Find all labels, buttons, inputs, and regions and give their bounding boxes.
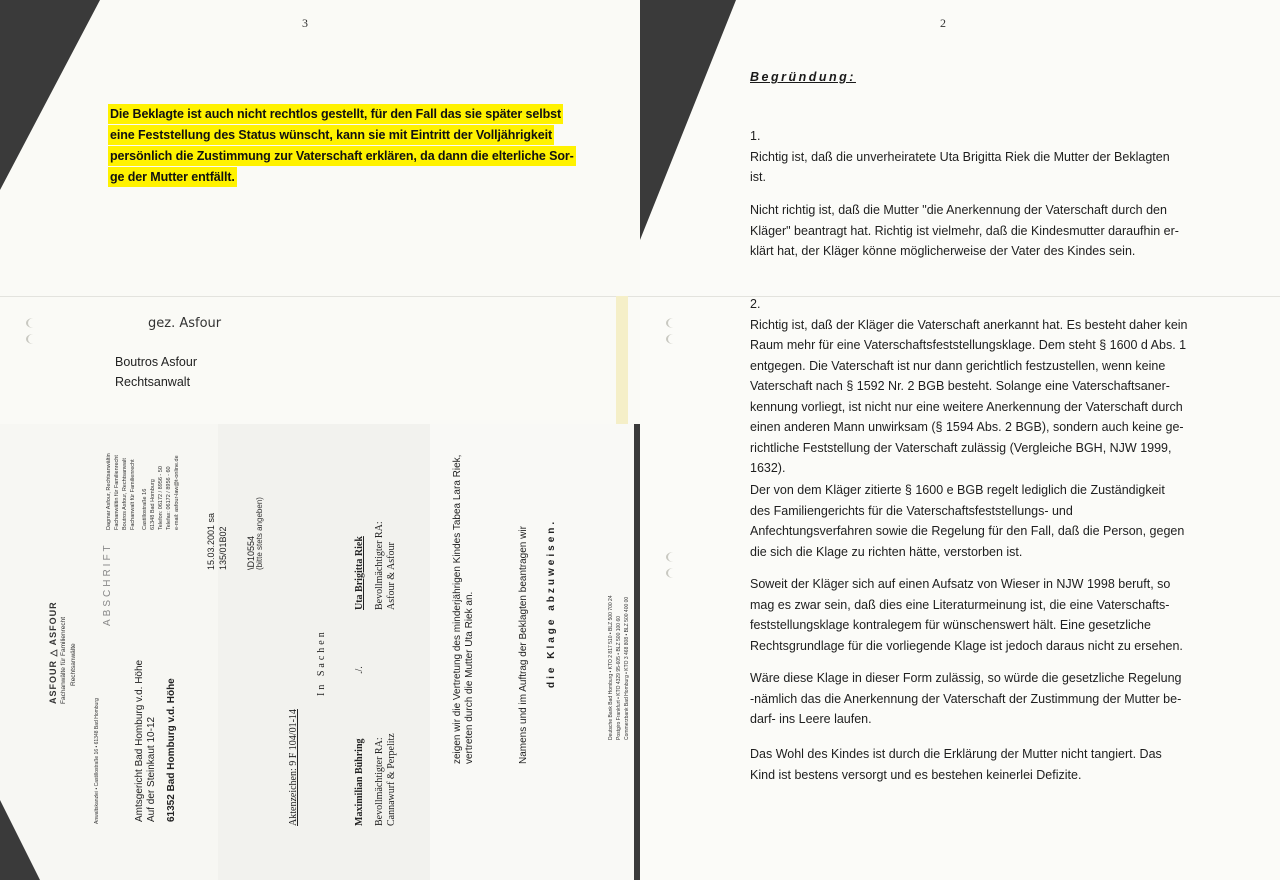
text-line: Nicht richtig ist, daß die Mutter "die Anerkennung der Vaterschaft durch den bbox=[750, 203, 1167, 217]
recipient-line: Auf der Steinkaut 10-12 bbox=[146, 716, 157, 822]
defendant-counsel: Bevollmächtigter RA: bbox=[374, 521, 385, 610]
text-line: Das Wohl des Kindes ist durch die Erklärung der Mutter nicht tangiert. Das bbox=[750, 747, 1162, 761]
text-line: des Familiengerichts für die Vaterschaftsfeststellungs- und bbox=[750, 503, 1073, 518]
page-number: 2 bbox=[940, 16, 946, 30]
firm-contact-line: 61348 Bad Homburg bbox=[150, 479, 156, 530]
client-reference: \D10554 bbox=[246, 535, 256, 570]
text-line: Richtig ist, daß der Kläger die Vaterschaft anerkannt hat. Es besteht daher kein bbox=[750, 317, 1188, 332]
letter-date: 15.03.2001 sa bbox=[206, 512, 216, 570]
text-line: mag es zwar sein, daß dies eine Literaturmeinung ist, die eine Vaterschafts- bbox=[750, 597, 1170, 612]
text-line: darf- ins Leere laufen. bbox=[750, 712, 872, 726]
signer-title: Rechtsanwalt bbox=[115, 375, 191, 389]
highlighted-paragraph bbox=[108, 104, 578, 188]
text-line: 2. bbox=[750, 297, 761, 311]
text-line: die sich die Klage zu richten hätte, verstorben ist. bbox=[750, 544, 1023, 559]
letter-body-line: zeigen wir die Vertretung des minderjährigen Kindes Tabea Lara Riek, bbox=[452, 454, 463, 764]
firm-contact-line: Fachanwalt für Familienrecht bbox=[130, 459, 136, 530]
underlying-yellow-sheet bbox=[616, 296, 628, 424]
letter-reference: 135/01B02 bbox=[218, 526, 228, 570]
plaintiff-name: Maximilian Bühring bbox=[354, 738, 365, 826]
text-line: Wäre diese Klage in dieser Form zulässig, so würde die gesetzliche Regelung bbox=[750, 671, 1182, 685]
case-number: Aktenzeichen: 9 F 104/01-14 bbox=[288, 709, 299, 826]
folded-corner bbox=[0, 800, 40, 880]
bank-line: Postgiro Frankfurt • KTO 4329 95-605 • BLZ 500 100 60 bbox=[616, 615, 622, 740]
letter-body-line: Namens und im Auftrag der Beklagten beantragen wir bbox=[518, 526, 529, 764]
text-line: Kläger" beantragt hat. Richtig ist vielmehr, daß die Kindesmutter daraufhin er- bbox=[750, 223, 1179, 238]
text-line: einen anderen Mann unwirksam (§ 1594 Abs. 2 BGB), sondern auch keine ge- bbox=[750, 420, 1184, 434]
text-line: ist. bbox=[750, 170, 766, 184]
text-line: kennung vorliegt, ist nicht nur eine weitere Anerkennung der Vaterschaft durch bbox=[750, 399, 1183, 414]
recipient-line: Amtsgericht Bad Homburg v.d. Höhe bbox=[134, 659, 145, 822]
text-line: 1632). bbox=[750, 461, 786, 475]
highlight-line: ge der Mutter entfällt. bbox=[108, 167, 237, 187]
text-line: Soweit der Kläger sich auf einen Aufsatz von Wieser in NJW 1998 beruft, so bbox=[750, 577, 1171, 591]
signer-name: Boutros Asfour bbox=[115, 355, 197, 369]
section-heading: Begründung: bbox=[750, 70, 856, 84]
versus-mark: ./. bbox=[354, 666, 365, 674]
punch-hole-icon bbox=[666, 552, 680, 562]
signature: gez. Asfour bbox=[148, 316, 222, 331]
bank-line: Deutsche Bank Bad Homburg • KTO 2 817 510 • BLZ 500 700 24 bbox=[608, 595, 614, 740]
text-line: Richtig ist, daß die unverheiratete Uta Brigitta Riek die Mutter der Beklagten bbox=[750, 149, 1170, 164]
folded-corner bbox=[640, 0, 736, 240]
firm-contact-line: Fachanwältin für Familienrecht bbox=[114, 455, 120, 530]
plaintiff-counsel: Bevollmächtigter RA: bbox=[374, 737, 385, 826]
text-line: Anfechtungsverfahren sowie die Regelung für den Fall, daß die Person, gegen bbox=[750, 524, 1185, 538]
highlight-line: persönlich die Zustimmung zur Vaterschaft erklären, da dann die elterliche Sor- bbox=[108, 146, 576, 166]
text-line: feststellungsklage kontralegem für wünschenswert hält. Eine gesetzliche bbox=[750, 618, 1151, 632]
paragraph-6 bbox=[750, 668, 1250, 730]
right-page-2 bbox=[640, 0, 1280, 880]
firm-contact-line: Telefon: 06172 / 8956 - 50 bbox=[158, 466, 164, 530]
sender-line: Anwaltskanzlei • Castillostraße 16 • 61348 Bad Homburg bbox=[94, 698, 100, 824]
punch-hole-icon bbox=[666, 318, 680, 328]
punch-hole-icon bbox=[26, 334, 40, 344]
fold-crease bbox=[0, 296, 640, 297]
firm-contact-line: Boutros Asfour, Rechtsanwalt bbox=[122, 458, 128, 530]
text-line: entgegen. Die Vaterschaft ist nur dann gerichtlich festzustellen, wenn keine bbox=[750, 358, 1166, 373]
highlight-line: Die Beklagte ist auch nicht rechtlos gestellt, für den Fall das sie später selbst bbox=[108, 104, 563, 124]
paragraph-2 bbox=[750, 200, 1250, 262]
in-sachen: In Sachen bbox=[316, 629, 327, 696]
firm-contact-line: Dagmar Asfour, Rechtsanwältin bbox=[106, 453, 112, 530]
defendant-name: Uta Brigitta Riek bbox=[354, 536, 365, 610]
firm-contact-line: e-mail: asfour-law@t-online.de bbox=[174, 455, 180, 530]
signer-block bbox=[115, 352, 197, 392]
text-line: Vaterschaft nach § 1592 Nr. 2 BGB besteht. Solange eine Vaterschaftsaner- bbox=[750, 379, 1170, 393]
paragraph-4 bbox=[750, 480, 1250, 562]
paragraph-3 bbox=[750, 294, 1250, 479]
text-line: Raum mehr für eine Vaterschaftsfeststellungsklage. Dem steht § 1600 d Abs. 1 bbox=[750, 338, 1187, 352]
letter-demand: die Klage abzuweisen. bbox=[546, 518, 557, 688]
page-number: 3 bbox=[302, 16, 308, 30]
firm-logo: ASFOUR △ ASFOUR bbox=[48, 601, 58, 704]
firm-subtitle: Fachanwälte für Familienrecht bbox=[60, 616, 67, 704]
rotated-letter-page bbox=[0, 424, 634, 880]
paragraph-7 bbox=[750, 744, 1250, 785]
paragraph-1 bbox=[750, 126, 1250, 188]
highlight-line: eine Feststellung des Status wünscht, kann sie mit Eintritt der Volljährigkeit bbox=[108, 125, 554, 145]
text-line: Rechtsgrundlage für die vorliegende Klage ist jedoch daraus nicht zu ersehen. bbox=[750, 638, 1183, 653]
punch-hole-icon bbox=[26, 318, 40, 328]
folded-corner bbox=[0, 0, 100, 190]
abschrift-stamp: ABSCHRIFT bbox=[102, 542, 113, 626]
firm-subtitle-2: Rechtsanwälte bbox=[70, 643, 77, 686]
punch-hole-icon bbox=[666, 568, 680, 578]
defendant-counsel: Asfour & Asfour bbox=[386, 542, 397, 610]
text-line: Kind ist bestens versorgt und es bestehen keinerlei Defizite. bbox=[750, 767, 1082, 782]
text-line: klärt hat, der Kläger könne möglicherweise der Vater des Kindes sein. bbox=[750, 244, 1136, 258]
paragraph-5 bbox=[750, 574, 1250, 656]
recipient-city: 61352 Bad Homburg v.d. Höhe bbox=[166, 678, 177, 822]
text-line: -nämlich das die Anerkennung der Vaterschaft der Zustimmung der Mutter be- bbox=[750, 691, 1182, 706]
punch-hole-icon bbox=[666, 334, 680, 344]
letter-body-line: vertreten durch die Mutter Uta Riek an. bbox=[464, 591, 475, 764]
firm-contact-line: Castillostraße 16 bbox=[142, 488, 148, 530]
text-line: richtliche Feststellung der Vaterschaft zulässig (Vergleiche BGH, NJW 1999, bbox=[750, 440, 1172, 455]
plaintiff-counsel: Cannawurf & Perpelitz bbox=[386, 733, 397, 826]
reference-note: (bitte stets angeben) bbox=[255, 497, 264, 570]
left-page-3 bbox=[0, 0, 640, 424]
bank-line: Commerzbank Bad Homburg • KTO 3 468 808 • BLZ 500 400 00 bbox=[624, 596, 630, 740]
firm-contact-line: Telefax: 06172 / 8956 - 60 bbox=[166, 466, 172, 530]
text-line: Der von dem Kläger zitierte § 1600 e BGB regelt lediglich die Zuständigkeit bbox=[750, 483, 1165, 497]
text-line: 1. bbox=[750, 129, 761, 143]
